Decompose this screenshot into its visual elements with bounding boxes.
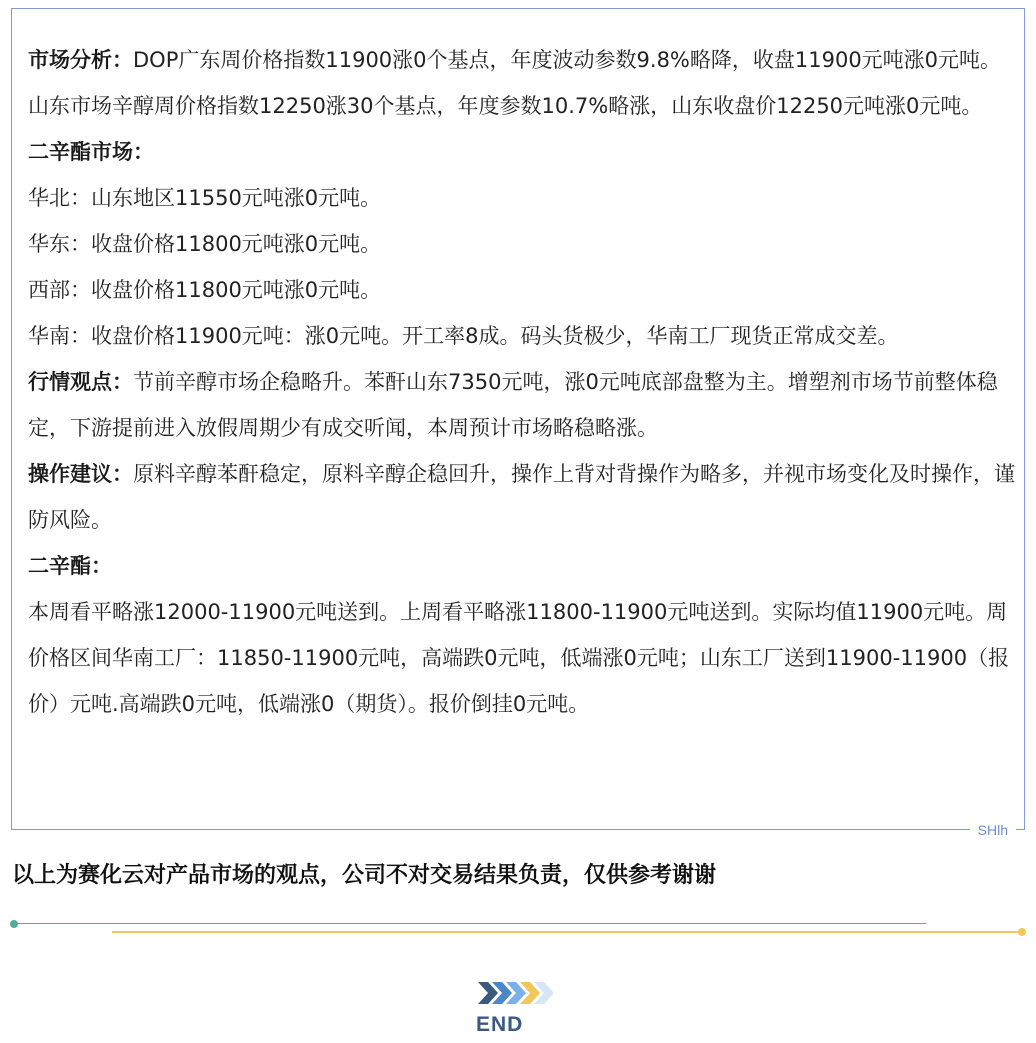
- market-analysis-text: DOP广东周价格指数11900涨0个基点，年度波动参数9.8%略降，收盘11900元吨涨0元吨。: [133, 48, 1002, 72]
- dioctyl-market-heading: [28, 129, 1018, 175]
- end-label: END: [476, 1013, 524, 1036]
- east-china-text: 华东：收盘价格11800元吨涨0元吨。: [28, 232, 382, 256]
- market-view-paragraph: [28, 359, 1018, 451]
- teal-divider: [12, 923, 926, 924]
- operation-advice-text: 原料辛醇苯酐稳定，原料辛醇企稳回升，操作上背对背操作为略多，并视市场变化及时操作，谨防风险。: [28, 462, 1015, 532]
- north-china-line: [28, 175, 1018, 221]
- market-analysis-label: 市场分析：: [28, 48, 133, 72]
- article-box: [11, 8, 1025, 830]
- yellow-divider-dot: [1018, 928, 1026, 936]
- shandong-text: 山东市场辛醇周价格指数12250涨30个基点，年度参数10.7%略涨，山东收盘价12250元吨涨0元吨。: [28, 94, 983, 118]
- east-china-line: [28, 221, 1018, 267]
- yellow-divider: [112, 931, 1024, 933]
- market-analysis-paragraph: [28, 37, 1018, 83]
- teal-divider-dot: [10, 920, 18, 928]
- operation-advice-paragraph: [28, 451, 1018, 543]
- market-view-label: 行情观点：: [28, 370, 133, 394]
- dioctyl-label: 二辛酯：: [28, 554, 112, 578]
- shandong-paragraph: [28, 83, 1018, 129]
- operation-advice-label: 操作建议：: [28, 462, 133, 486]
- chevron-arrows-icon: [478, 978, 568, 1008]
- dioctyl-heading: [28, 543, 1018, 589]
- dioctyl-market-label: 二辛酯市场：: [28, 140, 154, 164]
- south-china-text: 华南：收盘价格11900元吨：涨0元吨。开工率8成。码头货极少，华南工厂现货正常成交差。: [28, 324, 899, 348]
- market-view-text: 节前辛醇市场企稳略升。苯酐山东7350元吨，涨0元吨底部盘整为主。增塑剂市场节前整体稳定，下游提前进入放假周期少有成交听闻，本周预计市场略稳略涨。: [28, 370, 998, 440]
- north-china-text: 华北：山东地区11550元吨涨0元吨。: [28, 186, 382, 210]
- disclaimer: 以上为赛化云对产品市场的观点，公司不对交易结果负责，仅供参考谢谢: [12, 863, 717, 888]
- signature: SHlh: [970, 820, 1016, 840]
- south-china-line: [28, 313, 1018, 359]
- weekly-forecast-text: 本周看平略涨12000-11900元吨送到。上周看平略涨11800-11900元吨送到。实际均值11900元吨。周价格区间华南工厂：11850-11900元吨，高端跌0元吨，低端涨0元吨；山东工厂送到11900-11900（报价）元吨.高端跌0元吨，低端涨0（期货）。报价倒挂0元吨。: [28, 600, 1010, 716]
- weekly-forecast-paragraph: [28, 589, 1018, 727]
- west-line: [28, 267, 1018, 313]
- article-content: [28, 37, 1018, 727]
- west-text: 西部：收盘价格11800元吨涨0元吨。: [28, 278, 382, 302]
